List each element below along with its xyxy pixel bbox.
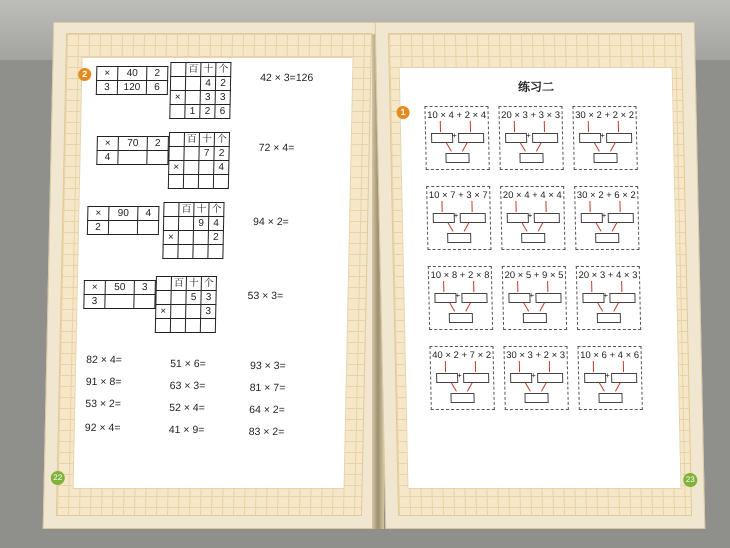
arrow <box>515 201 516 212</box>
arrow <box>589 201 590 212</box>
exercise-item: 81 × 7= <box>249 382 286 394</box>
arrow <box>593 361 594 372</box>
arrow <box>525 382 531 391</box>
plus-sign: + <box>457 371 462 380</box>
left-page <box>43 22 386 529</box>
answer-box[interactable] <box>537 373 563 383</box>
right-page <box>375 22 706 529</box>
answer-box[interactable] <box>450 393 474 403</box>
question-number-badge: 2 <box>78 68 91 81</box>
answer-box[interactable] <box>434 293 456 303</box>
decomposition-card <box>577 346 642 410</box>
arrow <box>623 361 624 372</box>
plus-sign: + <box>453 211 459 220</box>
arrow <box>451 382 457 391</box>
vertical-calculation-grid: 百 十 个 4 2 × 3 3 1 2 6 <box>169 62 231 119</box>
answer-box[interactable] <box>582 293 604 303</box>
answer-box[interactable] <box>584 373 606 383</box>
vertical-calculation-grid: 百 十 个 7 2 × 4 <box>168 132 230 189</box>
card-expression: 10 × 7 + 3 × 7 <box>428 190 488 201</box>
answer-box[interactable] <box>581 213 603 223</box>
arrow <box>594 142 600 151</box>
arrow <box>591 281 592 292</box>
exercise-item: 41 × 9= <box>168 424 205 436</box>
answer-box[interactable] <box>436 373 458 383</box>
answer-box[interactable] <box>606 133 632 143</box>
answer-box[interactable] <box>519 153 543 163</box>
answer-box[interactable] <box>611 373 637 383</box>
decomposition-card <box>503 346 568 410</box>
arrow <box>464 222 470 231</box>
card-expression: 30 × 2 + 2 × 2 <box>575 110 635 121</box>
arrow <box>612 222 618 231</box>
arrow <box>615 382 621 391</box>
answer-box[interactable] <box>593 153 617 163</box>
arrow <box>471 201 472 212</box>
answer-box[interactable] <box>507 213 529 223</box>
arrow <box>549 361 550 372</box>
answer-box[interactable] <box>597 313 621 323</box>
decomposition-card <box>576 266 641 330</box>
content-panel <box>399 67 682 489</box>
arrow <box>610 142 616 151</box>
answer-box[interactable] <box>461 293 487 303</box>
decomposition-card <box>498 106 563 170</box>
answer-box[interactable] <box>460 213 486 223</box>
arrow <box>539 302 545 311</box>
answer-box[interactable] <box>449 313 473 323</box>
page-title: 练习二 <box>517 80 555 94</box>
exercise-item: 52 × 4= <box>169 402 205 414</box>
exercise-item: 92 × 4= <box>84 422 121 434</box>
decomposition-card <box>429 346 494 410</box>
card-expression: 40 × 2 + 7 × 2 <box>432 350 492 361</box>
answer-box[interactable] <box>535 293 561 303</box>
answer-box[interactable] <box>608 213 634 223</box>
multiplication-box: × 40 2 3 120 6 <box>96 66 169 95</box>
question-number-badge: 1 <box>396 106 409 119</box>
arrow <box>443 281 444 292</box>
arrow <box>445 361 446 372</box>
arrow <box>523 302 529 311</box>
answer-box[interactable] <box>609 293 635 303</box>
answer-box[interactable] <box>505 133 527 143</box>
equation: 72 × 4= <box>258 142 295 154</box>
equation: 42 × 3=126 <box>260 72 314 84</box>
answer-box[interactable] <box>433 213 455 223</box>
answer-box[interactable] <box>595 233 619 243</box>
arrow <box>544 121 545 132</box>
arrow <box>470 121 471 132</box>
arrow <box>618 121 619 132</box>
answer-box[interactable] <box>510 373 532 383</box>
page-number-badge: 23 <box>683 473 697 487</box>
exercise-item: 64 × 2= <box>249 404 285 416</box>
arrow <box>475 361 476 372</box>
card-expression: 10 × 6 + 4 × 6 <box>580 350 640 361</box>
answer-box[interactable] <box>508 293 530 303</box>
multiplication-box: × 70 2 4 <box>96 136 169 165</box>
decomposition-card <box>572 106 637 170</box>
plus-sign: + <box>451 131 457 140</box>
card-expression: 20 × 3 + 4 × 3 <box>578 270 638 281</box>
plus-sign: + <box>529 291 535 300</box>
content-panel <box>73 57 354 489</box>
arrow <box>465 302 471 311</box>
answer-box[interactable] <box>523 313 547 323</box>
decomposition-card <box>424 106 489 170</box>
plus-sign: + <box>525 131 531 140</box>
exercise-item: 83 × 2= <box>248 426 285 438</box>
decomposition-card <box>426 186 491 250</box>
arrow <box>588 121 589 132</box>
decomposition-card <box>574 186 639 250</box>
card-expression: 10 × 4 + 2 × 4 <box>427 110 487 121</box>
exercise-item: 63 × 3= <box>169 380 206 392</box>
arrow <box>621 281 622 292</box>
plus-sign: + <box>531 371 536 380</box>
arrow <box>441 201 442 212</box>
card-expression: 20 × 4 + 4 × 4 <box>502 190 562 201</box>
plus-sign: + <box>603 291 609 300</box>
arrow <box>462 142 468 151</box>
card-expression: 20 × 3 + 3 × 3 <box>501 110 561 121</box>
decomposition-card <box>500 186 565 250</box>
answer-box[interactable] <box>431 133 453 143</box>
arrow <box>545 201 546 212</box>
exercise-item: 53 × 2= <box>85 398 122 410</box>
plus-sign: + <box>605 371 610 380</box>
arrow <box>517 281 518 292</box>
answer-box[interactable] <box>458 133 484 143</box>
arrow <box>619 201 620 212</box>
multiplication-box: × 50 3 3 <box>83 280 156 309</box>
answer-box[interactable] <box>524 393 548 403</box>
arrow <box>440 121 441 132</box>
arrow <box>514 121 515 132</box>
arrow <box>599 382 605 391</box>
card-expression: 30 × 2 + 6 × 2 <box>576 190 636 201</box>
arrow <box>547 281 548 292</box>
answer-box[interactable] <box>447 233 471 243</box>
exercise-item: 51 × 6= <box>170 358 206 370</box>
answer-box[interactable] <box>532 133 558 143</box>
arrow <box>536 142 542 151</box>
answer-box[interactable] <box>598 393 622 403</box>
vertical-calculation-grid: 百 十 个 5 3 × 3 <box>155 276 217 333</box>
arrow <box>447 222 453 231</box>
arrow <box>467 382 473 391</box>
card-expression: 30 × 3 + 2 × 3 <box>506 350 566 361</box>
exercise-item: 91 × 8= <box>85 376 122 388</box>
card-expression: 10 × 8 + 2 × 8 <box>430 270 490 281</box>
answer-box[interactable] <box>579 133 601 143</box>
arrow <box>449 302 455 311</box>
equation: 53 × 3= <box>247 290 284 302</box>
workbook <box>28 12 718 537</box>
page-number-badge: 22 <box>51 471 65 485</box>
exercise-item: 82 × 4= <box>86 354 122 366</box>
multiplication-box: × 90 4 2 <box>87 206 160 235</box>
plus-sign: + <box>455 291 461 300</box>
exercise-item: 93 × 3= <box>249 360 286 372</box>
arrow <box>595 222 601 231</box>
equation: 94 × 2= <box>252 216 289 228</box>
decomposition-card <box>502 266 567 330</box>
arrow <box>613 302 619 311</box>
arrow <box>519 361 520 372</box>
plus-sign: + <box>527 211 533 220</box>
decomposition-card <box>428 266 493 330</box>
arrow <box>538 222 544 231</box>
answer-box[interactable] <box>534 213 560 223</box>
answer-box[interactable] <box>445 153 469 163</box>
arrow <box>473 281 474 292</box>
arrow <box>541 382 547 391</box>
answer-box[interactable] <box>521 233 545 243</box>
answer-box[interactable] <box>463 373 489 383</box>
plus-sign: + <box>599 131 605 140</box>
vertical-calculation-grid: 百 十 个 9 4 × 2 <box>162 202 224 259</box>
arrow <box>597 302 603 311</box>
arrow <box>446 142 452 151</box>
card-expression: 20 × 5 + 9 × 5 <box>504 270 564 281</box>
arrow <box>521 222 527 231</box>
plus-sign: + <box>601 211 607 220</box>
arrow <box>520 142 526 151</box>
